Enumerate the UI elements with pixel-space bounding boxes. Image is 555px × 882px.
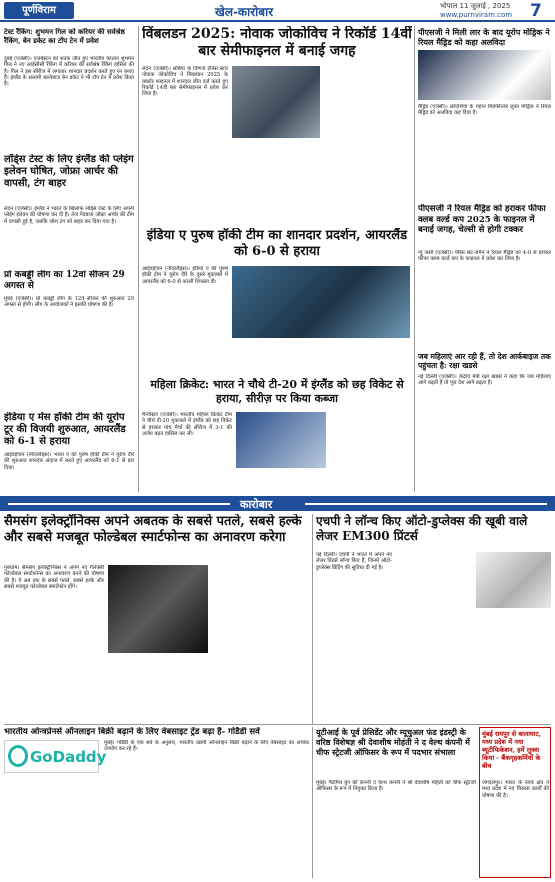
side-news-body: जगदलपुर। भारत के रेलवे क्षेत्र ने मध्य प्रदेश में नए विकास कार्यों की घोषणा की है।	[482, 780, 549, 799]
djokovic-headline: विंबलडन 2025: नोवाक जोकोविच ने रिकॉर्ड 14वीं बार सेमीफाइनल में बनाई जगह	[142, 26, 412, 59]
godaddy-body: मुंबई। गोडैडी के एक सर्वे के अनुसार, भारतीय उद्यमी ऑनलाइन बिक्री बढ़ाने के लिए वेबसाइट का अधिक उपयोग कर रहे हैं।	[104, 740, 309, 753]
column-divider	[414, 26, 415, 492]
godaddy-logo-text: GoDaddy	[30, 748, 107, 766]
test-ranking-body: दुबई (एजेंसी)। एजबेस्टन को शतक जीत हुए भारतीय कप्तान शुभमन गिल ने नए आईसीसी रैंकिंग में करियर की सर्वश्रेष्ठ रैंकिंग हासिल की है। गिल ने इस सीरीज में लगातार शानदार प्रदर्शन करते हुए रन बनाए हैं। इंग्लैंड के सलामी बल्लेबाज बेन डकेट ने भी टॉप टेन में प्रवेश किया है।	[4, 56, 134, 88]
khadse-headline: जब महिलाएं आर रही हैं, तो देश आर्कबाइज तक पहुंचता है: रक्षा खडसे	[418, 352, 551, 370]
business-section-label: कारोबार	[240, 498, 273, 511]
section-title: खेल-कारोबार	[215, 5, 274, 19]
website-url[interactable]: www.purnviram.com	[440, 11, 513, 19]
hockey-photo	[232, 266, 410, 338]
page-number: 7	[530, 1, 542, 21]
column-divider	[312, 514, 313, 724]
khadse-body: नई दिल्ली (एजेंसी)। केंद्रीय मंत्री रक्षा खडसे ने कहा कि जब महिलाएं आगे बढ़ती हैं तो पूरा देश आगे बढ़ता है।	[418, 374, 551, 387]
godaddy-headline: भारतीय ओन्त्रप्रेनर्स ऑनलाइन बिक्री बढ़ाने के लिए वेबसाइट ट्रेंड बढ़ा है- गोडैडी सर्वे	[4, 727, 260, 737]
hp-printer-photo	[476, 552, 551, 608]
hp-body: नई दिल्ली। एचपी ने भारत में अपने नए लेजर प्रिंटर्स लॉन्च किए हैं, जिनमें ऑटो-डुप्लेक्स प्रिंटिंग की सुविधा दी गई है।	[316, 552, 392, 571]
lords-headline: लॉर्ड्स टेस्ट के लिए इंग्लैंड की प्लेइंग इलेवन घोषित, जोफ्रा आर्चर की वापसी, टंग बाहर	[4, 154, 134, 189]
hockey-body: आइंडहोवन (नीदरलैंड्स)। इंडिया ए की पुरुष हॉकी टीम ने यूरोप दौरे के दूसरे मुकाबले में आयरलैंड को 6-0 से करारी शिकस्त दी।	[142, 266, 228, 285]
modric-body: मैड्रिड (एजेंसी)। क्रोएशिया के महान मिडफील्डर लुका मोड्रिक ने रियल मैड्रिड को अलविदा कह दिया है।	[418, 104, 551, 117]
lords-body: लंदन (एजेंसी)। इंग्लैंड ने भारत के खिलाफ लॉर्ड्स टेस्ट के लिए अपनी प्लेइंग इलेवन की घोषणा कर दी है। तेज गेंदबाज जोफ्रा आर्चर की टीम में वापसी हुई है, जबकि जोश टंग को बाहर कर दिया गया है।	[4, 206, 134, 225]
godaddy-body-left	[4, 778, 100, 878]
edition-date: भोपाल 11 जुलाई , 2025	[440, 2, 511, 10]
india-a-headline: इंडिया ए मेंस हॉकी टीम की यूरोप टूर की विजयी शुरुआत, आयरलैंड को 6-1 से हराया	[4, 412, 126, 447]
godaddy-logo-icon	[8, 745, 28, 767]
psg-body: न्यू जर्सी (एजेंसी)। पेरिस सेंट-जर्मेन ने रियल मैड्रिड को 4-0 से हराकर फीफा क्लब वर्ल्ड कप के फाइनल में प्रवेश कर लिया है।	[418, 250, 551, 263]
djokovic-photo	[232, 66, 320, 138]
women-cricket-photo	[236, 412, 326, 468]
band-rule-left	[8, 503, 230, 505]
kabaddi-body: मुंबई (एजेंसी)। प्रो कबड्डी लीग के 12वें सीजन की शुरुआत 29 अगस्त से होगी। लीग के आयोजकों ने इसकी घोषणा की है।	[4, 296, 134, 309]
band-rule-right	[305, 503, 547, 505]
test-ranking-headline: टेस्ट रैंकिंग: शुभमन गिल को करियर की सर्वश्रेष्ठ रैंकिंग, बेन डकेट का टॉप टेन में प्रवेश	[4, 28, 125, 45]
uti-body: मुंबई। पैंटोमैथ ग्रुप की कंपनी द वेल्थ कंपनी ने श्री देवाशीष मोहंती को चीफ स्ट्रेटजी ऑफिसर के रूप में नियुक्त किया है।	[316, 780, 476, 793]
women-cricket-headline: महिला क्रिकेट: भारत ने चौथे टी-20 में इंग्लैंड को छह विकेट से हराया, सीरीज़ पर किया कब्जा	[150, 378, 404, 405]
side-news-headline: मुंबई रायपुर से बालाघाट, मध्य प्रदेश में नया ब्यूटीफिकेशन, हमें लुक्स किया - बैंकगृहकर्मियों के बीच	[482, 730, 541, 770]
hp-body-cont	[396, 552, 472, 720]
samsung-headline: सैमसंग इलेक्ट्रॉनिक्स अपने अबतक के सबसे पतले, सबसे हल्के और सबसे मजबूत फोल्डेबल स्मार्टफोन्स का अनावरण करेगा	[4, 514, 302, 545]
masthead-date	[440, 2, 512, 20]
modric-photo	[418, 50, 551, 100]
samsung-body-cont	[212, 565, 309, 717]
psg-headline: पीएसजी ने रियल मैड्रिड को हराकर फीफा क्लब वर्ल्ड कप 2025 के फाइनल में बनाई जगह, चेल्सी से होगी टक्कर	[418, 204, 546, 235]
modric-headline: पीएसजी ने मिली लार के बाद यूरोप मोड्रिक ने रियल मैड्रिड को कहा अलविदा	[418, 28, 550, 47]
hockey-headline: इंडिया ए पुरुष हॉकी टीम का शानदार प्रदर्शन, आयरलैंड को 6-0 से हराया	[146, 228, 408, 259]
column-divider	[312, 727, 313, 878]
uti-headline: यूटीआई के पूर्व प्रेसिडेंट और म्यूचुअल फंड इंडस्ट्री के वरिष्ठ विशेषज्ञ श्री देवाशीष मोहंती ने द वेल्थ कंपनी में चीफ स्ट्रेटजी ऑफिसर के रूप में पदभार संभाला	[316, 727, 470, 757]
row-divider	[4, 724, 551, 725]
samsung-phone-photo	[108, 565, 208, 653]
samsung-body: गुरुग्राम। सैमसंग इलेक्ट्रॉनिक्स ने अपने नए गैलेक्सी फोल्डेबल स्मार्टफोन्स का अनावरण करने की घोषणा की है। ये अब तक के सबसे पतले, सबसे हल्के और सबसे मजबूत फोल्डेबल स्मार्टफोन होंगे।	[4, 565, 104, 590]
women-cricket-body: मैनचेस्टर (एजेंसी)। भारतीय महिला क्रिकेट टीम ने चौथे टी-20 मुकाबले में इंग्लैंड को छह विकेट से हराकर पांच मैचों की सीरीज में 3-1 की अजेय बढ़त हासिल कर ली।	[142, 412, 232, 437]
india-a-body: आइंडहोवन (नीदरलैंड्स)। भारत ए की पुरुष हॉकी टीम ने यूरोप दौरे की शुरुआत शानदार अंदाज में करते हुए आयरलैंड को 6-1 से हरा दिया।	[4, 452, 134, 471]
column-divider	[138, 26, 139, 492]
djokovic-body: लंदन (एजेंसी)। सर्बिया के दिग्गज टेनिस स्टार नोवाक जोकोविच ने विंबलडन 2025 के क्वार्टर फाइनल में शानदार जीत दर्ज करते हुए रिकॉर्ड 14वीं बार सेमीफाइनल में प्रवेश कर लिया है।	[142, 66, 228, 98]
newspaper-logo[interactable]: पूर्णविराम	[4, 2, 74, 19]
kabaddi-headline: प्रो कबड्डी लीग का 12वां सीजन 29 अगस्त से	[4, 270, 125, 291]
djokovic-body-cont	[324, 66, 412, 226]
hp-headline: एचपी ने लॉन्च किए ऑटो-डुप्लेक्स की खूबी वाले लेजर EM300 प्रिंटर्स	[316, 514, 528, 543]
